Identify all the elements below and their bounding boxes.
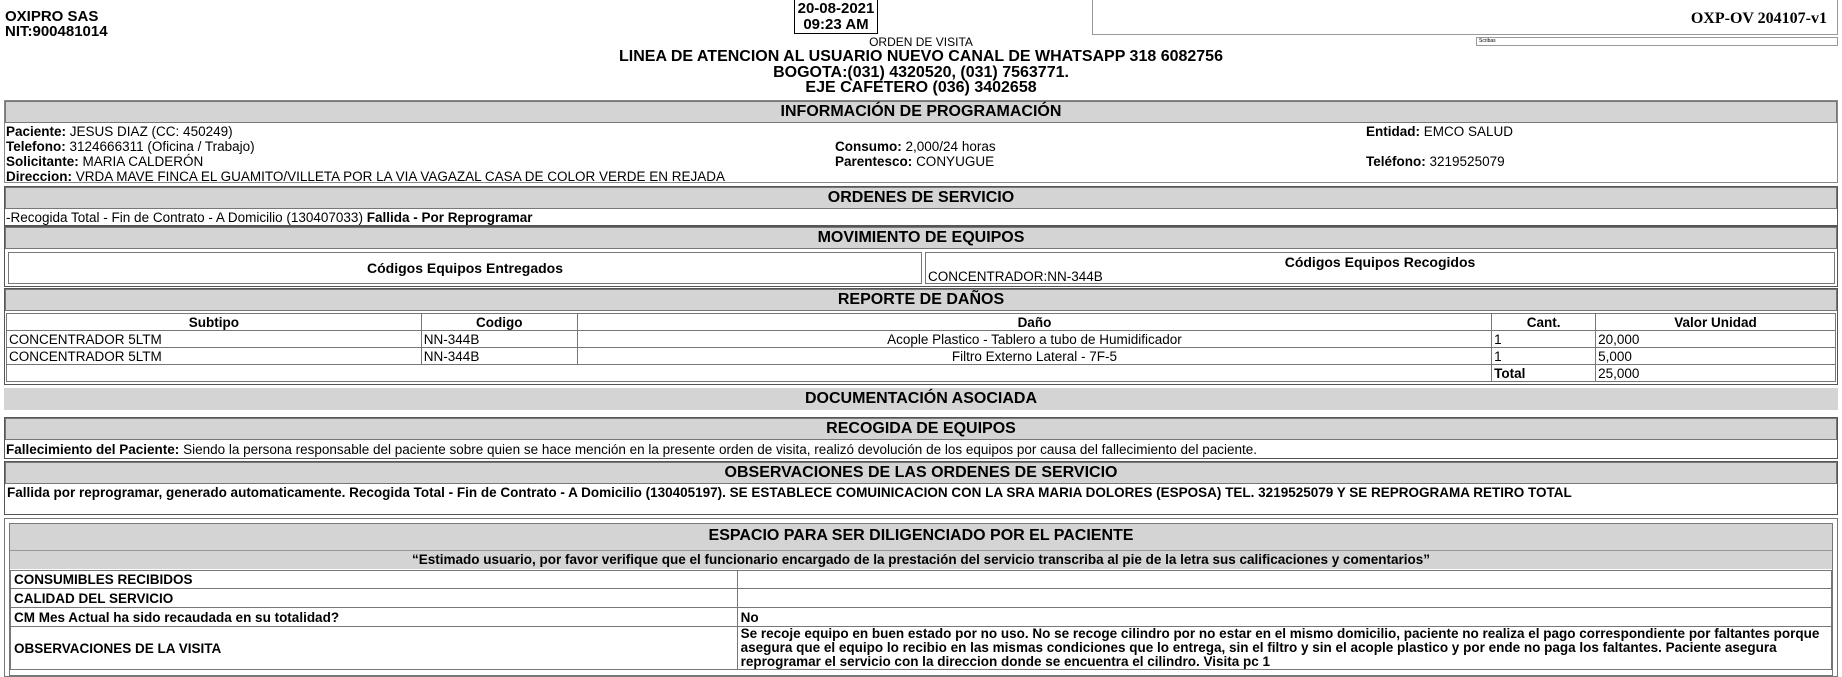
observaciones-title: OBSERVACIONES DE LAS ORDENES DE SERVICIO <box>5 462 1837 484</box>
contact-line-3: EJE CAFETERO (036) 3402658 <box>805 79 1037 96</box>
recogida-title: RECOGIDA DE EQUIPOS <box>5 418 1837 440</box>
cm-label: CM Mes Actual ha sido recaudada en su totalidad? <box>11 608 738 627</box>
cell-codigo: NN-344B <box>421 331 577 348</box>
entidad-label: Entidad: <box>1366 124 1420 139</box>
movimiento-title: MOVIMIENTO DE EQUIPOS <box>5 227 1837 249</box>
cell-cant: 1 <box>1492 331 1596 348</box>
cell-cant: 1 <box>1492 348 1596 365</box>
danos-total-row <box>7 365 1836 382</box>
entregados-box <box>8 252 922 284</box>
orden-item-status: Fallida - Por Reprogramar <box>366 210 533 225</box>
recogidos-box <box>925 252 1835 284</box>
visit-time: 09:23 AM <box>803 16 869 33</box>
telefono-row <box>6 139 255 154</box>
parentesco-value: CONYUGUE <box>916 154 995 169</box>
consumibles-value <box>737 571 1831 589</box>
telefono2-label: Teléfono: <box>1366 154 1426 169</box>
contact-line-1: LINEA DE ATENCION AL USUARIO NUEVO CANAL DE WHATSAPP 318 6082756 <box>619 48 1223 65</box>
documentacion-title: DOCUMENTACIÓN ASOCIADA <box>4 388 1838 410</box>
tiny-box-text: Scribas <box>1479 38 1496 44</box>
paciente-section <box>4 518 1838 677</box>
total-label: Total <box>1492 365 1596 382</box>
col-subtipo: Subtipo <box>7 314 422 331</box>
recogida-label: Fallecimiento del Paciente: <box>6 442 180 457</box>
orden-item-text: -Recogida Total - Fin de Contrato - A Domicilio (130407033) <box>6 210 363 225</box>
telefono2-value: 3219525079 <box>1429 154 1505 169</box>
table-row <box>11 627 1832 670</box>
total-spacer <box>7 365 1492 382</box>
telefono-value: 3124666311 (Oficina / Trabajo) <box>69 139 255 154</box>
observaciones-visita-label: OBSERVACIONES DE LA VISITA <box>11 627 738 670</box>
recogida-text: Siendo la persona responsable del paciente sobre quien se hace mención en la presente orden de visita, realizó devolución de los equipos por causa del fallecimiento del paciente. <box>183 442 1258 457</box>
table-row <box>7 331 1836 348</box>
consumo-row <box>835 139 996 154</box>
danos-section <box>4 288 1838 385</box>
parentesco-row <box>835 154 994 169</box>
danos-table <box>6 313 1836 382</box>
parentesco-label: Parentesco: <box>835 154 913 169</box>
paciente-value: JESUS DIAZ (CC: 450249) <box>69 124 233 139</box>
document-type: ORDEN DE VISITA <box>869 35 973 49</box>
programacion-section <box>4 100 1838 183</box>
consumibles-label: CONSUMIBLES RECIBIDOS <box>11 571 738 589</box>
ordenes-section <box>4 186 1838 226</box>
direccion-row <box>6 169 725 184</box>
telefono2-row <box>1366 154 1505 169</box>
danos-title: REPORTE DE DAÑOS <box>5 289 1837 311</box>
col-valor: Valor Unidad <box>1596 314 1836 331</box>
total-value: 25,000 <box>1596 365 1836 382</box>
cell-subtipo: CONCENTRADOR 5LTM <box>7 331 422 348</box>
table-row <box>11 589 1832 608</box>
programacion-title: INFORMACIÓN DE PROGRAMACIÓN <box>5 101 1837 123</box>
paciente-inner-frame <box>9 523 1833 676</box>
paciente-table <box>10 570 1832 670</box>
cell-valor: 5,000 <box>1596 348 1836 365</box>
table-row <box>11 571 1832 589</box>
contact-lines <box>0 49 1842 96</box>
direccion-value: VRDA MAVE FINCA EL GUAMITO/VILLETA POR LA VIA VAGAZAL CASA DE COLOR VERDE EN REJADA <box>75 169 725 184</box>
orden-item <box>6 210 533 225</box>
cell-codigo: NN-344B <box>421 348 577 365</box>
paciente-section-subtitle: “Estimado usuario, por favor verifique que el funcionario encargado de la prestación del servicio transcriba al pie de la letra sus calificaciones y comentarios” <box>10 550 1832 569</box>
direccion-label: Direccion: <box>6 169 73 184</box>
paciente-section-title: ESPACIO PARA SER DILIGENCIADO POR EL PACIENTE <box>10 524 1832 550</box>
entidad-row <box>1366 124 1513 139</box>
cell-valor: 20,000 <box>1596 331 1836 348</box>
recogida-section <box>4 417 1838 459</box>
paciente-row <box>6 124 233 139</box>
table-row <box>11 608 1832 627</box>
observaciones-section <box>4 461 1838 515</box>
col-codigo: Codigo <box>421 314 577 331</box>
col-cant: Cant. <box>1492 314 1596 331</box>
observaciones-visita-value: Se recoje equipo en buen estado por no uso. No se recoge cilindro por no estar en el mismo domicilio, paciente no realiza el pago correspondiente por faltantes porque asegura que el equipo lo recibio en las mismas condiciones que lo entrega, sin el filtro y sin el acople plastico y por ende no paga los faltantes. Paciente asegura reprogramar el servicio con la direccion donde se encuentra el cilindro. Visita pc 1 <box>737 627 1831 670</box>
recogidos-value: CONCENTRADOR:NN-344B <box>928 269 1103 284</box>
col-dano: Daño <box>577 314 1491 331</box>
company-name: OXIPRO SAS <box>5 8 99 25</box>
solicitante-label: Solicitante: <box>6 154 79 169</box>
order-code-box <box>1092 0 1838 35</box>
solicitante-value: MARIA CALDERÓN <box>82 154 204 169</box>
movimiento-section <box>4 226 1838 287</box>
calidad-value <box>737 589 1831 608</box>
recogida-row <box>6 442 1257 457</box>
date-box <box>794 0 878 34</box>
ordenes-title: ORDENES DE SERVICIO <box>5 187 1837 209</box>
observaciones-text: Fallida por reprogramar, generado automaticamente. Recogida Total - Fin de Contrato - A Domicilio (130405197). SE ESTABLECE COMUINICACION CON LA SRA MARIA DOLORES (ESPOSA) TEL. 3219525079 Y SE REPROGRAMA RETIRO TOTAL <box>7 485 1572 500</box>
telefono-label: Telefono: <box>6 139 66 154</box>
cm-value: No <box>737 608 1831 627</box>
recogidos-label: Códigos Equipos Recogidos <box>1284 254 1476 270</box>
consumo-value: 2,000/24 horas <box>905 139 996 154</box>
entregados-label: Códigos Equipos Entregados <box>366 260 563 276</box>
danos-header-row <box>7 314 1836 331</box>
cell-dano: Filtro Externo Lateral - 7F-5 <box>577 348 1491 365</box>
table-row <box>7 348 1836 365</box>
order-code: OXP-OV 204107-v1 <box>1690 10 1827 27</box>
paciente-label: Paciente: <box>6 124 67 139</box>
cell-dano: Acople Plastico - Tablero a tubo de Humidificador <box>577 331 1491 348</box>
calidad-label: CALIDAD DEL SERVICIO <box>11 589 738 608</box>
consumo-label: Consumo: <box>835 139 902 154</box>
visit-date: 20-08-2021 <box>797 0 875 17</box>
cell-subtipo: CONCENTRADOR 5LTM <box>7 348 422 365</box>
company-nit: NIT:900481014 <box>5 23 108 40</box>
entidad-value: EMCO SALUD <box>1423 124 1514 139</box>
contact-line-2: BOGOTA:(031) 4320520, (031) 7563771. <box>773 63 1069 81</box>
solicitante-row <box>6 154 203 169</box>
